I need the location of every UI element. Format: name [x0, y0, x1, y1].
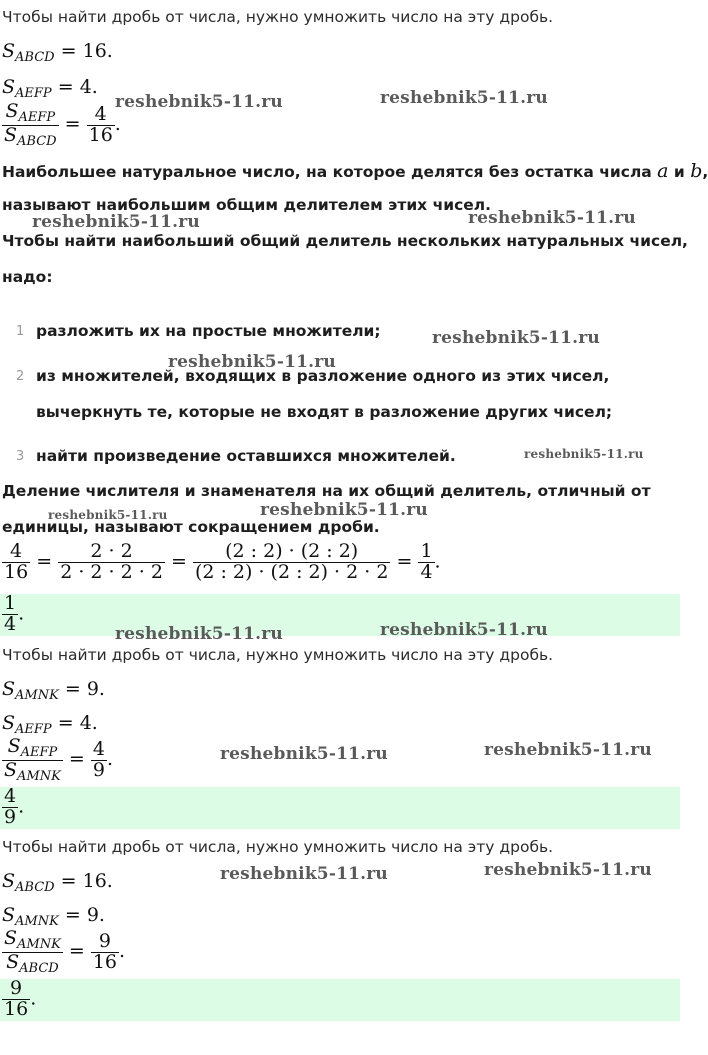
- step-3: найти произведение оставшихся множителей.: [36, 447, 456, 465]
- watermark: reshebnik5-11.ru: [468, 208, 636, 228]
- rule-text-2: Чтобы найти дробь от числа, нужно умножить число на эту дробь.: [2, 646, 554, 664]
- gcd-rule-line2: надо:: [2, 268, 53, 286]
- gcd-rule-line1: Чтобы найти наибольший общий делитель нескольких натуральных чисел,: [2, 232, 688, 250]
- rule-text-1: Чтобы найти дробь от числа, нужно умножить число на эту дробь.: [2, 8, 554, 26]
- step-number-1: 1: [16, 324, 25, 339]
- watermark: reshebnik5-11.ru: [168, 352, 336, 372]
- watermark: reshebnik5-11.ru: [380, 88, 548, 108]
- watermark: reshebnik5-11.ru: [484, 860, 652, 880]
- watermark: reshebnik5-11.ru: [115, 624, 283, 644]
- step-1: разложить их на простые множители;: [36, 322, 381, 340]
- watermark: reshebnik5-11.ru: [484, 740, 652, 760]
- step-2-line2: вычеркнуть те, которые не входят в разложение других чисел;: [36, 403, 613, 421]
- reduction-definition-line2: единицы, называют сокращением дроби.: [2, 518, 380, 536]
- watermark: reshebnik5-11.ru: [48, 508, 168, 522]
- formula-s-abcd: $S_{ABCD} = 16$.: [2, 40, 113, 65]
- watermark: reshebnik5-11.ru: [115, 92, 283, 112]
- rule-text-3: Чтобы найти дробь от числа, нужно умножить число на эту дробь.: [2, 838, 554, 856]
- formula-s-abcd-2: $S_{ABCD} = 16$.: [2, 870, 113, 895]
- watermark: reshebnik5-11.ru: [380, 620, 548, 640]
- watermark: reshebnik5-11.ru: [260, 500, 428, 520]
- gcd-definition-line1: Наибольшее натуральное число, на которое делятся без остатка числа a и b,: [2, 160, 708, 182]
- formula-s-amnk-2: $S_{AMNK} = 9$.: [2, 904, 105, 929]
- watermark: reshebnik5-11.ru: [432, 328, 600, 348]
- formula-ratio-3: $\frac{S_{AMNK}}{S_{ABCD}}$ = $\frac{9}{16}$ .: [4, 927, 126, 976]
- answer-fraction-3: $\frac{9}{16}$ .: [4, 977, 37, 1020]
- watermark: reshebnik5-11.ru: [220, 744, 388, 764]
- formula-ratio-2: $\frac{S_{AEFP}}{S_{AMNK}}$ = $\frac{4}{9}$ .: [4, 735, 113, 784]
- formula-ratio-1: $\frac{S_{AEFP}}{S_{ABCD}}$ = $\frac{4}{16}$ .: [4, 100, 121, 149]
- formula-s-amnk: $S_{AMNK} = 9$.: [2, 678, 105, 703]
- answer-fraction-1: $\frac{1}{4}$ .: [4, 592, 25, 635]
- formula-s-aefp-2: $S_{AEFP} = 4$.: [2, 712, 98, 737]
- answer-box-2: [0, 787, 680, 829]
- watermark: reshebnik5-11.ru: [32, 212, 200, 232]
- step-number-3: 3: [16, 449, 25, 464]
- step-number-2: 2: [16, 369, 25, 384]
- answer-fraction-2: $\frac{4}{9}$ .: [4, 785, 25, 828]
- answer-box-1: [0, 594, 680, 636]
- reduction-definition-line1: Деление числителя и знаменателя на их общий делитель, отличный от: [2, 482, 651, 500]
- watermark: reshebnik5-11.ru: [524, 447, 644, 461]
- formula-reduction: $\frac{4}{16}$ = $\frac{2 \cdot 2}{2 \cdot 2 \cdot 2 \cdot 2}$ = $\frac{(2 : 2) \cdot (2 : 2)}{(2 : 2) \cdot (2 : 2) \cdot 2 \cdot 2}$ = $\frac{1}{4}$ .: [4, 540, 441, 583]
- watermark: reshebnik5-11.ru: [220, 864, 388, 884]
- step-2-line1: из множителей, входящих в разложение одного из этих чисел,: [36, 367, 610, 385]
- formula-s-aefp: $S_{AEFP} = 4$.: [2, 76, 98, 101]
- answer-box-3: [0, 979, 680, 1021]
- gcd-definition-line2: называют наибольшим общим делителем этих чисел.: [2, 196, 492, 214]
